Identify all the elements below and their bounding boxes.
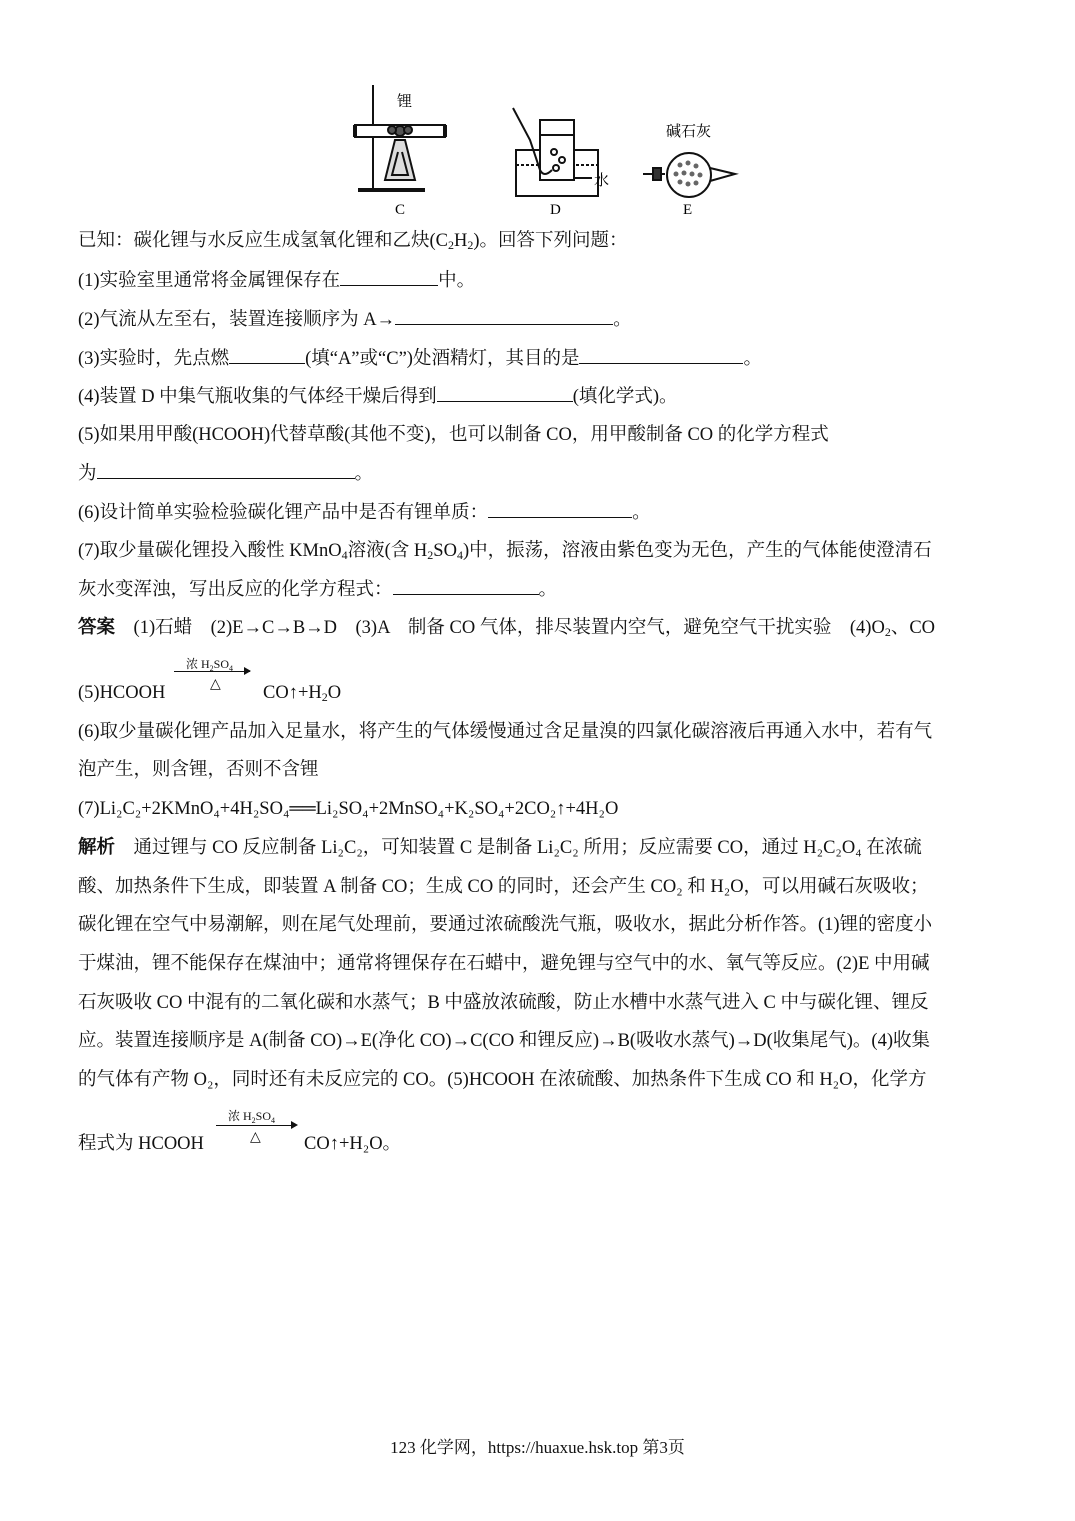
answer-blank[interactable] xyxy=(97,462,355,479)
label-water: 水 xyxy=(594,171,610,189)
answer-blank[interactable] xyxy=(488,501,632,518)
question-5-line2: 为 。 xyxy=(78,464,374,484)
reaction-arrow-head xyxy=(244,667,251,675)
label-d: D xyxy=(550,202,561,218)
label-e: E xyxy=(683,202,693,218)
question-3: (3)实验时，先点燃 (填“A”或“C”)处酒精灯，其目的是 。 xyxy=(78,349,762,369)
apparatus-d xyxy=(513,108,598,196)
analysis-line-4: 于煤油，锂不能保存在煤油中；通常将锂保存在石蜡中，避免锂与空气中的水、氧气等反应。(2)E 中用碱 xyxy=(78,954,930,974)
analysis-line-7: 的气体有产物 O₂，同时还有未反应完的 CO。(5)HCOOH 在浓硫酸、加热条件下生成 CO 和 H₂O，化学方 xyxy=(78,1070,927,1090)
reaction-condition-bottom-2: △ xyxy=(250,1130,261,1145)
known-statement: 已知：碳化锂与水反应生成氢氧化锂和乙炔$(C_2H_2)$。回答下列问题： xyxy=(78,231,628,252)
answer-line-5-rhs: $CO↑+H_2O$ xyxy=(263,683,342,704)
answer-blank[interactable] xyxy=(229,347,305,364)
question-6: (6)设计简单实验检验碳化锂产品中是否有锂单质： 。 xyxy=(78,503,651,523)
analysis-line-1: 解析 通过锂与 CO 反应制备 Li₂C₂，可知装置 C 是制备 Li₂C₂ 所用；反应需要 CO，通过 H₂C₂O₄ 在浓硫 xyxy=(78,838,922,858)
question-1: (1)实验室里通常将金属锂保存在 中。 xyxy=(78,271,476,291)
analysis-line-3: 碳化锂在空气中易潮解，则在尾气处理前，要通过浓硫酸洗气瓶，吸收水，据此分析作答。(1)锂的密度小 xyxy=(78,915,933,935)
reaction-condition-bottom: △ xyxy=(210,677,221,692)
reaction-arrow-head-2 xyxy=(291,1121,298,1129)
label-c: C xyxy=(395,202,406,218)
label-li: 锂 xyxy=(397,92,413,110)
answer-line-7: (7)Li₂C₂+2KMnO₄+4H₂SO₄══Li₂SO₄+2MnSO₄+K₂SO₄+2CO₂↑+4H₂O xyxy=(78,799,619,819)
analysis-line-8: 程式为 HCOOH xyxy=(78,1134,204,1154)
answer-blank[interactable] xyxy=(340,269,438,286)
answer-blank[interactable] xyxy=(437,385,573,402)
analysis-line-2: 酸、加热条件下生成，即装置 A 制备 CO；生成 CO 的同时，还会产生 CO₂ 和 H₂O，可以用碱石灰吸收； xyxy=(78,877,929,897)
answer-line-5: (5)HCOOH xyxy=(78,683,166,703)
answer-line-1: 答案 (1)石蜡 (2)E→C→B→D (3)A 制备 CO 气体，排尽装置内空气，避免空气干扰实验 $(4)O_2$、CO xyxy=(78,618,936,639)
question-5-line1: (5)如果用甲酸(HCOOH)代替草酸(其他不变)，也可以制备 CO，用甲酸制备 CO 的化学方程式 xyxy=(78,425,829,445)
reaction-condition-top-2: 浓 $H_2SO_4$ xyxy=(228,1109,276,1125)
apparatus-figure xyxy=(340,80,760,220)
analysis-line-6: 应。装置连接顺序是 A(制备 CO)→E(净化 CO)→C(CO 和锂反应)→B(吸收水蒸气)→D(收集尾气)。(4)收集 xyxy=(78,1031,930,1051)
label-sodalime: 碱石灰 xyxy=(666,122,712,140)
reaction-arrow xyxy=(174,671,250,672)
page-footer: 123 化学网，https://huaxue.hsk.top 第3页 xyxy=(390,1438,685,1457)
question-2: (2)气流从左至右，装置连接顺序为 A→ 。 xyxy=(78,310,632,330)
reaction-condition-top: 浓 $H_2SO_4$ xyxy=(186,657,234,673)
analysis-line-8-rhs: CO↑+H₂O。 xyxy=(304,1134,402,1154)
answer-blank[interactable] xyxy=(393,578,539,595)
answer-line-6a: (6)取少量碳化锂产品加入足量水，将产生的气体缓慢通过含足量溴的四氯化碳溶液后再通入水中，若有气 xyxy=(78,722,933,742)
question-4: (4)装置 D 中集气瓶收集的气体经干燥后得到 (填化学式)。 xyxy=(78,387,678,407)
question-7-line2: 灰水变浑浊，写出反应的化学方程式： 。 xyxy=(78,580,558,600)
apparatus-e xyxy=(643,153,735,197)
answer-label: 答案 xyxy=(78,618,116,638)
reaction-arrow-2 xyxy=(216,1125,296,1126)
analysis-label: 解析 xyxy=(78,838,116,858)
answer-blank[interactable] xyxy=(395,308,613,325)
answer-line-6b: 泡产生，则含锂，否则不含锂 xyxy=(78,760,319,780)
answer-blank[interactable] xyxy=(579,347,743,364)
question-7-line1: (7)取少量碳化锂投入酸性 KMnO$_4$溶液(含 $H_2SO_4$)中，振荡，溶液由紫色变为无色，产生的气体能使澄清石 xyxy=(78,541,932,562)
analysis-line-5: 石灰吸收 CO 中混有的二氧化碳和水蒸气；B 中盛放浓硫酸，防止水槽中水蒸气进入 C 中与碳化锂、锂反 xyxy=(78,993,929,1013)
